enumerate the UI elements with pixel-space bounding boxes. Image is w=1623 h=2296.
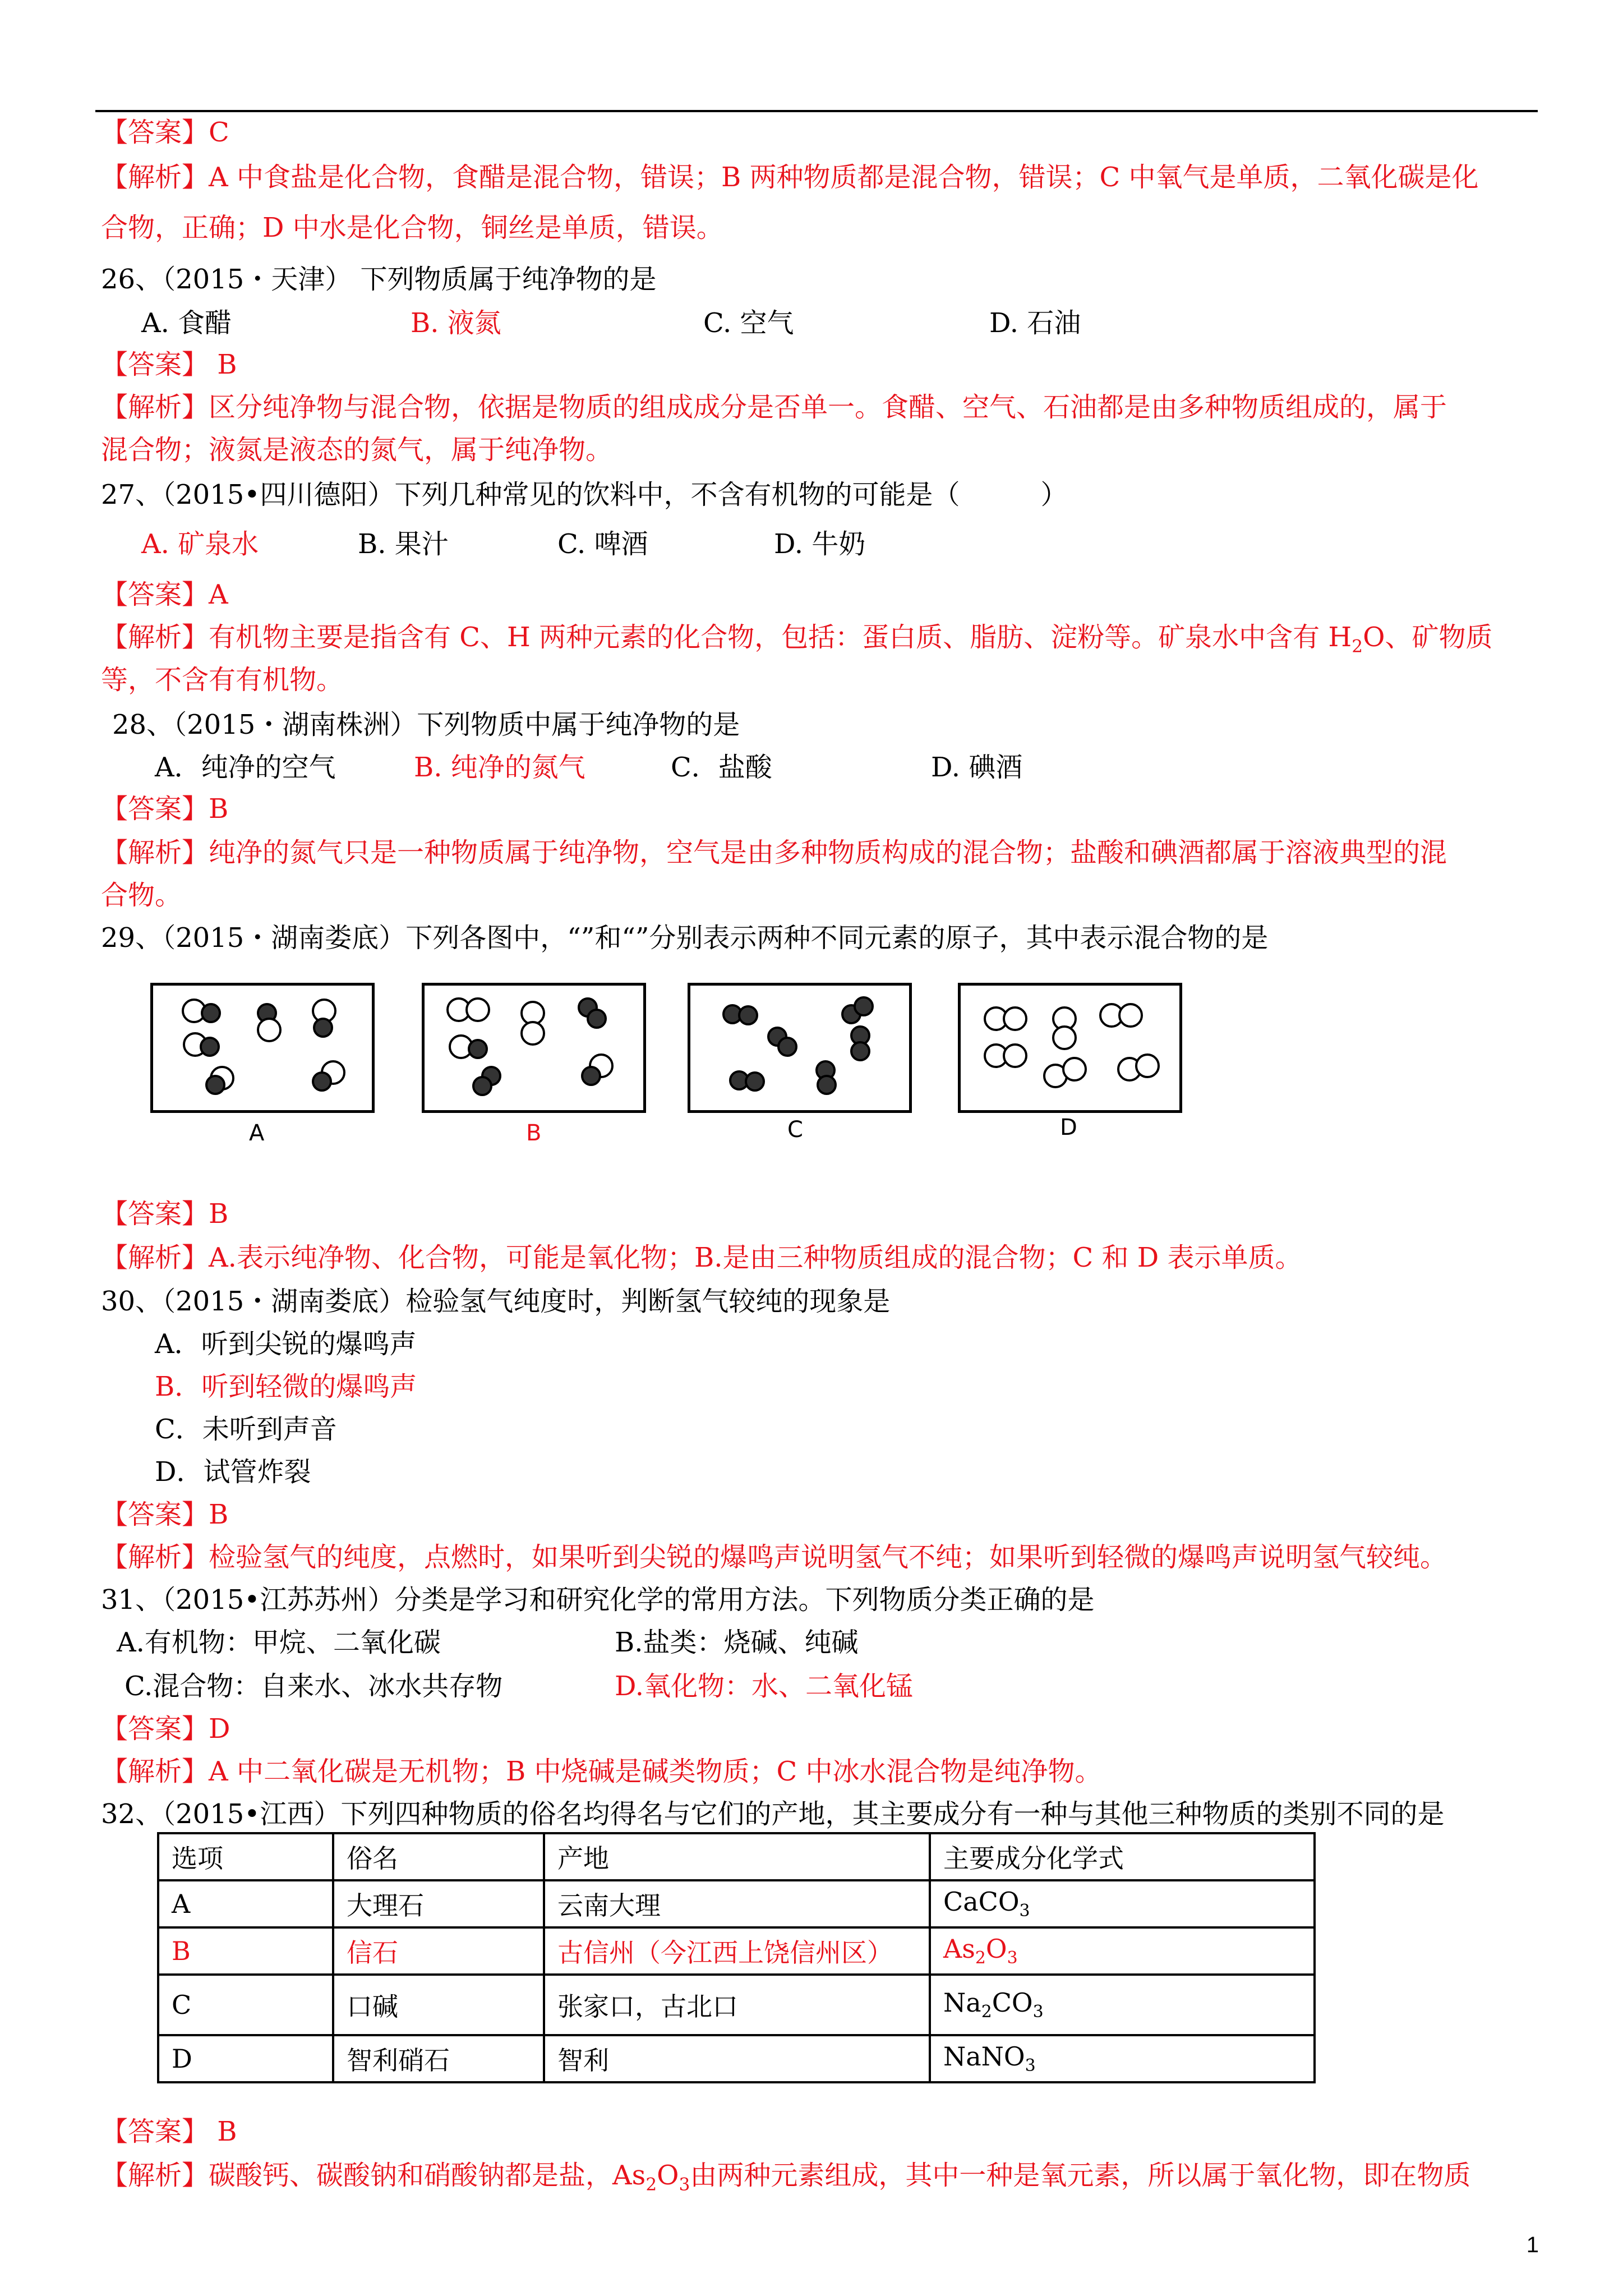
q32-stem: 32、（2015•江西）下列四种物质的俗名均得名与它们的产地，其主要成分有一种与其他三种物质的类别不同的是 bbox=[101, 1798, 1445, 1830]
q29-caption-b: B bbox=[526, 1120, 542, 1146]
table-cell-origin: 古信州（今江西上饶信州区） bbox=[544, 1927, 930, 1975]
table-row bbox=[158, 1927, 1315, 1975]
q29-caption-c: C bbox=[787, 1117, 803, 1143]
table-cell-option: B bbox=[158, 1927, 333, 1975]
table-header-row bbox=[158, 1833, 1315, 1880]
q26-explanation-line1: 【解析】区分纯净物与混合物，依据是物质的组成成分是否单一。食醋、空气、石油都是由多种物质组成的，属于 bbox=[101, 392, 1447, 423]
q26-option-c: C. 空气 bbox=[703, 307, 794, 339]
q27-option-a: A. 矿泉水 bbox=[141, 528, 259, 560]
table-cell-formula: $Na_2CO_3$ bbox=[930, 1975, 1315, 2035]
q30-stem: 30、（2015・湖南娄底）检验氢气纯度时，判断氢气较纯的现象是 bbox=[101, 1286, 891, 1317]
table-cell-option: C bbox=[158, 1975, 333, 2035]
q31-explanation-line1: 【解析】A 中二氧化碳是无机物；B 中烧碱是碱类物质；C 中冰水混合物是纯净物。 bbox=[101, 1756, 1102, 1787]
atom-black bbox=[739, 1006, 757, 1024]
q30-option-c: C．未听到声音 bbox=[155, 1414, 337, 1445]
q31-option-d: D.氧化物：水、二氧化锰 bbox=[615, 1671, 914, 1702]
atom-white bbox=[1004, 1007, 1026, 1030]
q29-caption-d: D bbox=[1060, 1115, 1077, 1140]
table-cell-origin: 智利 bbox=[544, 2035, 930, 2082]
table-cell-formula: CaCO$_3$ bbox=[930, 1880, 1315, 1927]
atom-black bbox=[778, 1038, 796, 1056]
q31-stem: 31、（2015•江苏苏州）分类是学习和研究化学的常用方法。下列物质分类正确的是 bbox=[101, 1584, 1095, 1616]
q29-stem: 29、（2015・湖南娄底）下列各图中，“”和“”分别表示两种不同元素的原子，其中表示混合物的是 bbox=[101, 922, 1269, 954]
atom-black bbox=[201, 1038, 219, 1056]
q25-explanation-line2: 合物，正确；D 中水是化合物，铜丝是单质，错误。 bbox=[101, 212, 723, 243]
q30-answer: 【答案】B bbox=[101, 1499, 229, 1530]
atom-white bbox=[1004, 1045, 1026, 1067]
q28-option-b: B. 纯净的氮气 bbox=[414, 752, 585, 783]
table-cell-name: 信石 bbox=[333, 1927, 544, 1975]
table-cell-formula: NaNO$_3$ bbox=[930, 2035, 1315, 2082]
q30-option-d: D．试管炸裂 bbox=[155, 1456, 311, 1488]
q27-option-d: D. 牛奶 bbox=[774, 528, 866, 560]
atom-black bbox=[314, 1019, 332, 1037]
q27-stem: 27、（2015•四川德阳）下列几种常见的饮料中，不含有机物的可能是（ ） bbox=[101, 479, 1068, 510]
q28-option-a: A．纯净的空气 bbox=[155, 752, 336, 783]
q32-explanation-line1: 【解析】碳酸钙、碳酸钠和硝酸钠都是盐，$As_2O_3$由两种元素组成，其中一种是氧元素，所以属于氧化物，即在物质 bbox=[101, 2160, 1471, 2195]
atom-black bbox=[851, 1042, 869, 1060]
atom-black bbox=[582, 1067, 600, 1085]
q28-explanation-line1: 【解析】纯净的氮气只是一种物质属于纯净物，空气是由多种物质构成的混合物；盐酸和碘酒都属于溶液典型的混 bbox=[101, 837, 1447, 868]
q29-caption-a: A bbox=[249, 1120, 265, 1146]
q31-option-b: B.盐类：烧碱、纯碱 bbox=[615, 1627, 859, 1658]
q30-option-a: A．听到尖锐的爆鸣声 bbox=[155, 1328, 417, 1360]
q26-option-b: B. 液氮 bbox=[411, 307, 501, 339]
q26-answer: 【答案】 B bbox=[101, 349, 237, 380]
q28-explanation-line2: 合物。 bbox=[101, 880, 182, 911]
q30-option-b: B．听到轻微的爆鸣声 bbox=[155, 1371, 417, 1402]
atom-black bbox=[588, 1010, 606, 1028]
atom-white bbox=[258, 1019, 280, 1041]
table-cell-formula: $As_2O_3$ bbox=[930, 1927, 1315, 1975]
q26-explanation-line2: 混合物；液氮是液态的氮气，属于纯净物。 bbox=[101, 434, 613, 466]
table-cell-option: A bbox=[158, 1880, 333, 1927]
q28-stem: 28、（2015・湖南株洲）下列物质中属于纯净物的是 bbox=[112, 709, 740, 740]
page-number: 1 bbox=[1526, 2233, 1539, 2257]
table-row bbox=[158, 2035, 1315, 2082]
table-header-cell: 产地 bbox=[544, 1833, 930, 1880]
atom-black bbox=[746, 1073, 764, 1091]
atom-white bbox=[1063, 1058, 1086, 1080]
q25-answer: 【答案】C bbox=[101, 117, 229, 148]
q26-option-d: D. 石油 bbox=[989, 307, 1081, 339]
q32-answer: 【答案】 B bbox=[101, 2116, 237, 2147]
atom-white bbox=[1053, 1027, 1076, 1049]
atom-white bbox=[522, 1022, 544, 1045]
atom-black bbox=[206, 1076, 224, 1094]
table-cell-name: 智利硝石 bbox=[333, 2035, 544, 2082]
q31-answer: 【答案】D bbox=[101, 1713, 230, 1745]
q31-option-a: A.有机物：甲烷、二氧化碳 bbox=[117, 1627, 441, 1658]
table-cell-name: 大理石 bbox=[333, 1880, 544, 1927]
q28-option-d: D. 碘酒 bbox=[931, 752, 1023, 783]
q27-explanation-line1: 【解析】有机物主要是指含有 C、H 两种元素的化合物，包括：蛋白质、脂肪、淀粉等。矿泉水中含有 $H_2O$、矿物质 bbox=[101, 622, 1493, 657]
table-cell-option: D bbox=[158, 2035, 333, 2082]
q27-option-b: B. 果汁 bbox=[358, 528, 449, 560]
q27-explanation-line2: 等，不含有有机物。 bbox=[101, 664, 344, 696]
q27-option-c: C. 啤酒 bbox=[557, 528, 648, 560]
atom-black bbox=[469, 1040, 487, 1058]
atom-white bbox=[467, 999, 489, 1021]
q26-option-a: A. 食醋 bbox=[141, 307, 232, 339]
q29-explanation-line1: 【解析】A.表示纯净物、化合物，可能是氧化物；B.是由三种物质组成的混合物；C 和 D 表示单质。 bbox=[101, 1242, 1302, 1273]
table-header-cell: 主要成分化学式 bbox=[930, 1833, 1315, 1880]
table-cell-origin: 张家口，古北口 bbox=[544, 1975, 930, 2035]
q26-stem: 26、（2015・天津） 下列物质属于纯净物的是 bbox=[101, 264, 657, 295]
table-header-cell: 俗名 bbox=[333, 1833, 544, 1880]
q27-answer: 【答案】A bbox=[101, 579, 228, 610]
table-row bbox=[158, 1880, 1315, 1927]
atom-black bbox=[818, 1076, 836, 1094]
atom-black bbox=[313, 1073, 331, 1091]
q28-answer: 【答案】B bbox=[101, 793, 229, 825]
table-cell-name: 口碱 bbox=[333, 1975, 544, 2035]
table-row bbox=[158, 1975, 1315, 2035]
q32-table bbox=[157, 1832, 1316, 2083]
atom-black bbox=[855, 997, 873, 1015]
atom-white bbox=[1119, 1004, 1142, 1027]
q30-explanation-line1: 【解析】检验氢气的纯度，点燃时，如果听到尖锐的爆鸣声说明氢气不纯；如果听到轻微的爆鸣声说明氢气较纯。 bbox=[101, 1542, 1447, 1573]
atom-black bbox=[473, 1077, 491, 1095]
atom-white bbox=[1136, 1055, 1159, 1077]
q29-answer: 【答案】B bbox=[101, 1198, 229, 1230]
atom-black bbox=[202, 1004, 220, 1022]
q31-option-c: C.混合物：自来水、冰水共存物 bbox=[125, 1671, 503, 1702]
q25-explanation-line1: 【解析】A 中食盐是化合物，食醋是混合物，错误；B 两种物质都是混合物，错误；C 中氧气是单质，二氧化碳是化 bbox=[101, 162, 1479, 193]
q28-option-c: C．盐酸 bbox=[671, 752, 772, 783]
table-header-cell: 选项 bbox=[158, 1833, 333, 1880]
table-cell-origin: 云南大理 bbox=[544, 1880, 930, 1927]
